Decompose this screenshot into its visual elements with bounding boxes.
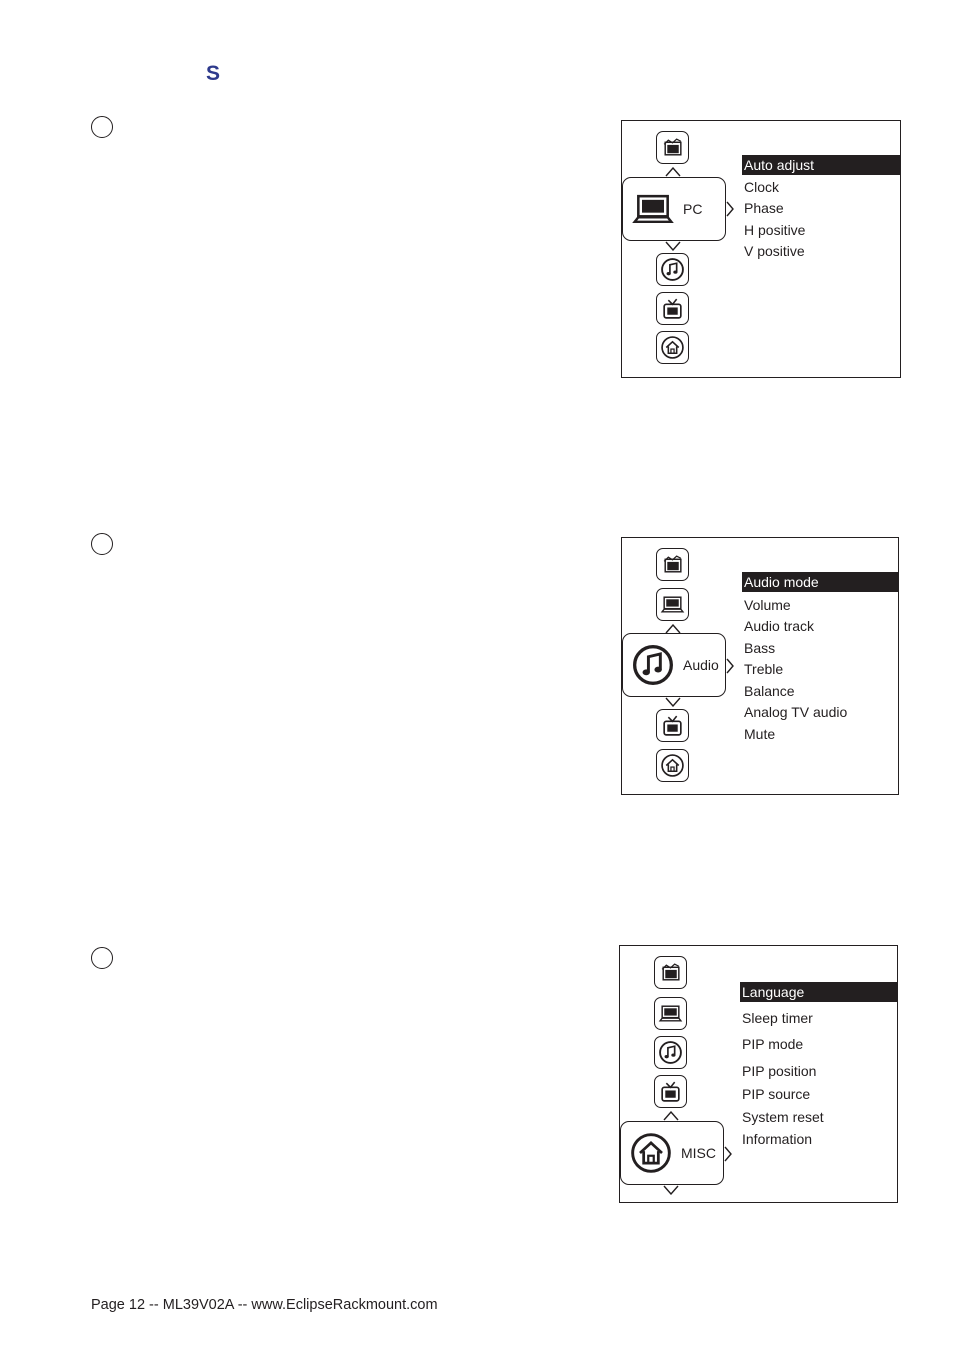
osd-panel-misc	[619, 945, 898, 1203]
picture-icon[interactable]	[656, 131, 689, 164]
menu-item-volume[interactable]: Volume	[744, 597, 791, 613]
down-arrow-icon	[663, 1185, 679, 1195]
selected-category-pc[interactable]	[622, 177, 726, 241]
tv-icon[interactable]	[656, 709, 689, 742]
selected-category-audio[interactable]	[622, 633, 726, 697]
menu-item-v-positive[interactable]: V positive	[744, 243, 805, 259]
chevron-right-icon	[726, 201, 734, 217]
audio-icon[interactable]	[656, 253, 689, 286]
picture-icon[interactable]	[654, 956, 687, 989]
menu-item-audio-mode[interactable]: Audio mode	[742, 572, 898, 592]
menu-item-pip-source[interactable]: PIP source	[742, 1086, 811, 1102]
menu-item-pip-mode[interactable]: PIP mode	[742, 1036, 804, 1052]
up-arrow-icon	[665, 167, 681, 177]
osd-icon-column	[620, 946, 740, 1202]
menu-item-balance[interactable]: Balance	[744, 683, 795, 699]
menu-item-mute[interactable]: Mute	[744, 726, 776, 742]
menu-item-language[interactable]: Language	[740, 982, 897, 1002]
menu-item-information[interactable]: Information	[742, 1131, 813, 1147]
menu-item-analog-tv-audio[interactable]: Analog TV audio	[744, 704, 848, 720]
osd-icon-column	[622, 121, 742, 377]
tv-icon[interactable]	[656, 292, 689, 325]
menu-item-treble[interactable]: Treble	[744, 661, 784, 677]
picture-icon[interactable]	[656, 548, 689, 581]
osd-panel-audio	[621, 537, 899, 795]
selected-category-label: PC	[683, 201, 703, 217]
step-circle-2	[91, 533, 113, 555]
home-icon[interactable]	[656, 331, 689, 364]
menu-item-pip-position[interactable]: PIP position	[742, 1063, 817, 1079]
menu-item-system-reset[interactable]: System reset	[742, 1109, 824, 1125]
chevron-right-icon	[724, 1146, 732, 1162]
page-footer: Page 12 -- ML39V02A -- www.EclipseRackmount.com	[91, 1297, 438, 1313]
osd-icon-column	[622, 538, 742, 794]
home-icon[interactable]	[656, 749, 689, 782]
down-arrow-icon	[665, 241, 681, 251]
section-heading: S	[206, 62, 221, 85]
selected-category-label: Audio	[683, 657, 719, 673]
step-circle-1	[91, 116, 113, 138]
audio-icon[interactable]	[654, 1036, 687, 1069]
pc-icon[interactable]	[654, 997, 687, 1030]
tv-icon[interactable]	[654, 1075, 687, 1108]
pc-icon[interactable]	[656, 588, 689, 621]
menu-item-sleep-timer[interactable]: Sleep timer	[742, 1010, 813, 1026]
music-note-icon	[629, 641, 677, 689]
home-icon	[627, 1129, 675, 1177]
menu-item-auto-adjust[interactable]: Auto adjust	[742, 155, 900, 175]
menu-item-clock[interactable]: Clock	[744, 179, 780, 195]
down-arrow-icon	[665, 697, 681, 707]
step-circle-3	[91, 947, 113, 969]
menu-item-bass[interactable]: Bass	[744, 640, 776, 656]
menu-item-h-positive[interactable]: H positive	[744, 222, 806, 238]
selected-category-label: MISC	[681, 1145, 716, 1161]
up-arrow-icon	[663, 1111, 679, 1121]
chevron-right-icon	[726, 658, 734, 674]
menu-item-phase[interactable]: Phase	[744, 200, 784, 216]
laptop-icon	[629, 185, 677, 233]
menu-item-audio-track[interactable]: Audio track	[744, 618, 815, 634]
osd-panel-pc	[621, 120, 901, 378]
selected-category-misc[interactable]	[620, 1121, 724, 1185]
